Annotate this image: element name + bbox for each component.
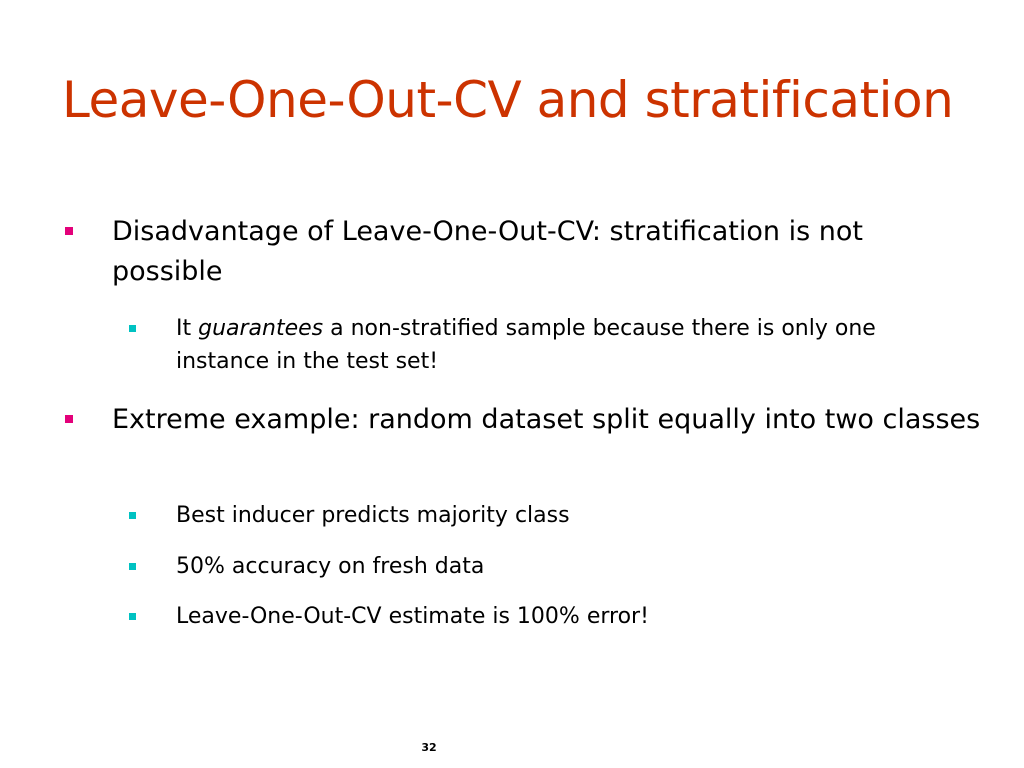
square-bullet-icon xyxy=(129,613,136,620)
sub-bullet-loocv-error xyxy=(176,600,966,633)
square-bullet-icon xyxy=(65,415,73,423)
slide-title: Leave-One-Out-CV and stratification xyxy=(62,71,954,129)
sub-bullet-prefix: It xyxy=(176,316,199,341)
square-bullet-icon xyxy=(129,512,136,519)
emphasis-guarantees: guarantees xyxy=(198,316,324,341)
sub-bullet-text xyxy=(176,312,966,378)
sub-bullet-text: Leave-One-Out-CV estimate is 100% error! xyxy=(176,604,649,629)
sub-bullet-text: 50% accuracy on fresh data xyxy=(176,554,485,579)
bullet-text: Disadvantage of Leave-One-Out-CV: stratification is not possible xyxy=(112,216,863,287)
bullet-disadvantage xyxy=(112,212,982,292)
sub-bullet-best-inducer xyxy=(176,499,966,532)
bullet-extreme-example xyxy=(112,400,982,440)
bullet-text: Extreme example: random dataset split equally into two classes xyxy=(112,404,981,435)
square-bullet-icon xyxy=(65,227,73,235)
sub-bullet-text: Best inducer predicts majority class xyxy=(176,503,570,528)
sub-bullet-guarantees xyxy=(176,312,966,378)
sub-bullet-accuracy xyxy=(176,550,966,583)
sub-bullet-suffix: a non-stratified sample because there is only one instance in the test set! xyxy=(176,316,876,374)
page-number: 32 xyxy=(421,741,437,754)
square-bullet-icon xyxy=(129,563,136,570)
square-bullet-icon xyxy=(129,325,136,332)
